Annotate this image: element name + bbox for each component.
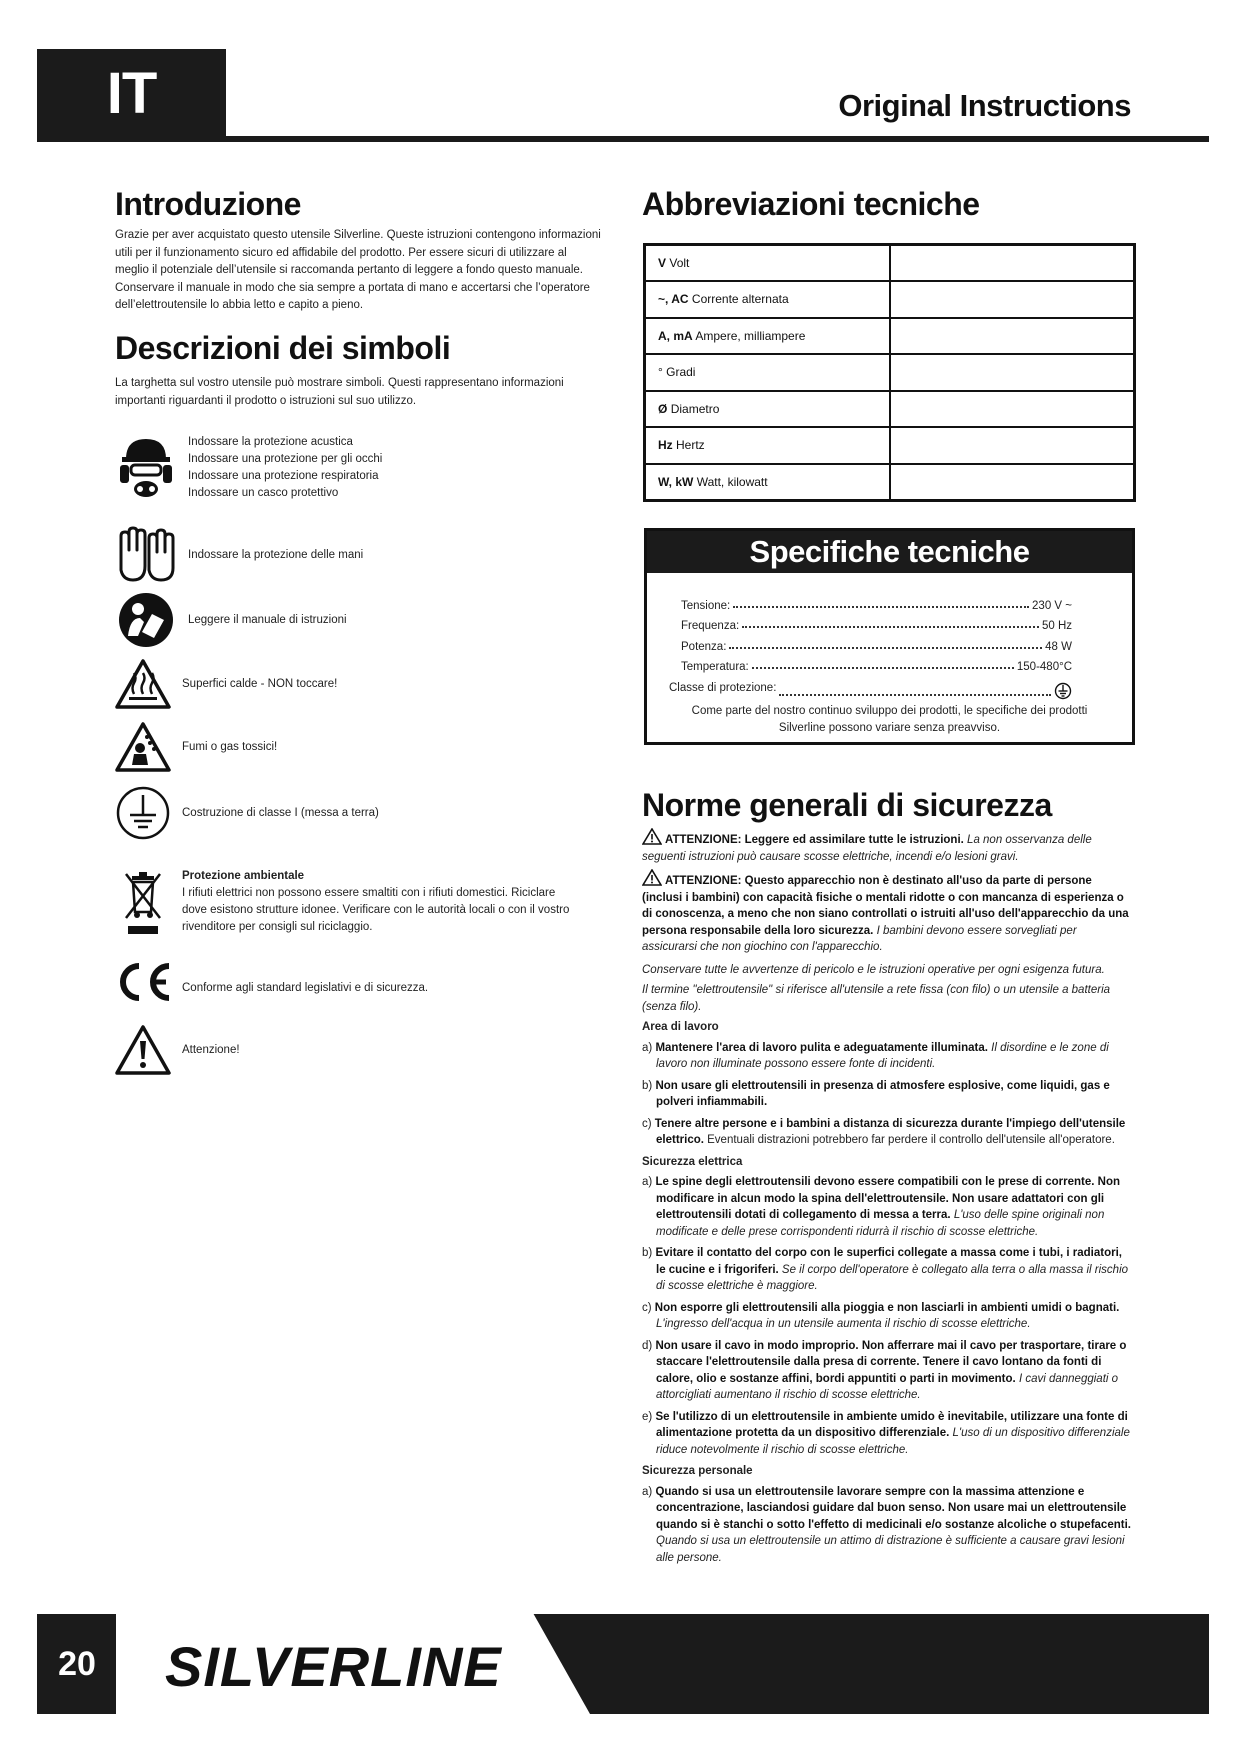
footer-divider [116, 1614, 120, 1714]
warning-icon [642, 869, 662, 886]
safety-section-title: Sicurezza elettrica [642, 1155, 743, 1168]
specs-note: Come parte del nostro continuo sviluppo dei prodotti, le specifiche dei prodotti Silverline possono variare senza preavviso. [691, 705, 1088, 734]
spec-row-power: Potenza: 48 W [681, 641, 1072, 653]
warning-2: ATTENZIONE: Questo apparecchio non è destinato all'uso da parte di persone (inclusi i bambini) con capacità fisiche o mentali ridotte o con mancanza di esperienza o di conoscenza, a meno che non siano controllati o istruiti all'uso dell'apparecchio da una persona responsabile della loro sicurezza. I bambini devono essere sorvegliati per assicurarsi che non giochino con l'apparecchio. [642, 869, 1132, 956]
specs-box [644, 528, 1135, 745]
earth-icon [1054, 682, 1072, 700]
safety-item: b) Non usare gli elettroutensili in presenza di atmosfere esplosive, come liquidi, gas e polveri infiammabili. [642, 1079, 1110, 1108]
abbreviations-heading: Abbreviazioni tecniche [642, 186, 980, 222]
symbol-row-ppe [112, 433, 382, 503]
symbols-text: La targhetta sul vostro utensile può mostrare simboli. Questi rappresentano informazioni importanti riguardanti il prodotto o istruzioni sul suo utilizzo. [115, 377, 564, 407]
intro-text: Grazie per aver acquistato questo utensile Silverline. Queste istruzioni contengono informazioni utili per il funzionamento sicuro ed affidabile del prodotto. Per essere sicuri di utilizzare al meglio il potenziale dell’utensile si raccomanda pertanto di leggere a fondo questo manuale. Conservare il manuale in modo che sia sempre a portata di mano e accertarsi che l’operatore dell’elettroutensile lo abbia letto e capito a pieno. [115, 229, 601, 311]
spec-row-voltage: Tensione: 230 V ~ [681, 600, 1072, 612]
safety-item: b) Evitare il contatto del corpo con le superfici collegate a massa come i tubi, i radiatori, le cucine e i frigoriferi. Se il corpo dell'operatore è collegato alla terra o alla massa il rischio di scosse elettriche è maggiore. [642, 1247, 1129, 1292]
symbol-row-gloves [112, 526, 363, 584]
intro-heading: Introduzione [115, 186, 301, 222]
safety-section-title: Area di lavoro [642, 1021, 719, 1033]
gloves-icon [112, 526, 180, 584]
warning-icon [112, 1024, 174, 1076]
symbol-gloves-text: Indossare la protezione delle mani [188, 548, 364, 561]
safety-section-title: Sicurezza personale [642, 1465, 753, 1477]
earth-icon [112, 785, 174, 841]
safety-heading: Norme generali di sicurezza [642, 787, 1052, 823]
abbr-row: ° Gradi [645, 354, 1135, 391]
symbol-weee-title: Protezione ambientale [182, 870, 305, 882]
symbol-weee-text: I rifiuti elettrici non possono essere smaltiti con i rifiuti domestici. Riciclare dove esistono strutture idonee. Verificare con le autorità locali o con il vostro rivenditore per consigli sul riciclaggio. [182, 887, 570, 933]
warning-icon [642, 828, 662, 845]
symbol-warning-text: Attenzione! [182, 1043, 240, 1056]
abbr-row: V Volt [645, 245, 1135, 282]
term-definition-text: Il termine "elettroutensile" si riferisce all'utensile a rete fissa (con filo) o un utensile a batteria (senza filo). [642, 984, 1111, 1013]
header-title: Original Instructions [838, 88, 1131, 123]
toxic-fumes-icon [112, 721, 174, 773]
ce-mark-icon [112, 962, 174, 1002]
spec-row-temperature: Temperatura: 150-480°C [681, 661, 1072, 673]
spec-row-protection-class: Classe di protezione: [669, 682, 1072, 700]
header-rule [37, 136, 1209, 142]
abbr-row: Ø Diametro [645, 391, 1135, 428]
page-number: 20 [58, 1645, 96, 1683]
symbol-row-earth [112, 785, 379, 841]
symbol-hot-surface-text: Superfici calde - NON toccare! [182, 677, 338, 690]
symbol-ppe-line-2: Indossare una protezione per gli occhi [188, 453, 383, 465]
warning-1: ATTENZIONE: Leggere ed assimilare tutte le istruzioni. La non osservanza delle seguenti istruzioni può causare scosse elettriche, incendi e/o lesioni gravi. [642, 828, 1132, 865]
abbr-row: A, mA Ampere, milliampere [645, 318, 1135, 355]
safety-item: a) Mantenere l'area di lavoro pulita e adeguatamente illuminata. Il disordine e le zone di lavoro non illuminate possono essere fonte di incidenti. [642, 1041, 1109, 1070]
symbol-row-warning [112, 1024, 240, 1076]
language-code: IT [106, 61, 157, 126]
safety-body [642, 828, 1132, 1571]
symbol-ppe-line-1: Indossare la protezione acustica [188, 436, 353, 448]
symbol-ce-text: Conforme agli standard legislativi e di sicurezza. [182, 981, 429, 994]
symbol-manual-text: Leggere il manuale di istruzioni [188, 613, 347, 626]
hot-surface-icon [112, 658, 174, 710]
safety-item: d) Non usare il cavo in modo improprio. Non afferrare mai il cavo per trasportare, tirare o staccare l'elettroutensile dalla presa di corrente. Tenere il cavo lontano da fonti di calore, olio e sostanze affini, bordi appuntiti o parti in movimento. I cavi danneggiati o attorcigliati aumentano il rischio di scosse elettriche. [642, 1339, 1127, 1401]
symbol-row-manual [112, 592, 347, 648]
keep-instructions-text: Conservare tutte le avvertenze di pericolo e le istruzioni operative per ogni esigenza futura. [642, 963, 1105, 976]
abbr-row: Hz Hertz [645, 427, 1135, 464]
safety-item: c) Tenere altre persone e i bambini a distanza di sicurezza durante l'impiego dell'utensile elettrico. Eventuali distrazioni potrebbero far perdere il controllo dell'utensile all'operatore. [642, 1117, 1126, 1146]
specs-heading: Specifiche tecniche [647, 531, 1132, 573]
spec-row-frequency: Frequenza: 50 Hz [681, 620, 1072, 632]
abbr-row: ~, AC Corrente alternata [645, 281, 1135, 318]
symbol-earth-text: Costruzione di classe I (messa a terra) [182, 806, 379, 819]
ppe-icon [112, 433, 180, 503]
brand-logo: SILVERLINE [165, 1635, 502, 1698]
safety-item: c) Non esporre gli elettroutensili alla pioggia e non lasciarli in ambienti umidi o bagnati. L'ingresso dell'acqua in un utensile aumenta il rischio di scosse elettriche. [642, 1301, 1120, 1330]
read-manual-icon [112, 592, 180, 648]
symbol-row-toxic [112, 721, 277, 773]
symbols-heading: Descrizioni dei simboli [115, 330, 451, 366]
symbol-ppe-line-4: Indossare un casco protettivo [188, 487, 339, 499]
symbol-ppe-line-3: Indossare una protezione respiratoria [188, 470, 379, 482]
symbol-row-ce [112, 962, 428, 1002]
safety-item: a) Quando si usa un elettroutensile lavorare sempre con la massima attenzione e concentrazione, lasciandosi guidare dal buon senso. Non usare mai un elettroutensile quando si è stanchi o sotto l'effetto di medicinali e/o sostanze alcoliche o stupefacenti. Quando si usa un elettroutensile un attimo di distrazione è sufficiente a causare gravi lesioni alle persone. [642, 1485, 1131, 1564]
abbreviations-table [643, 243, 1136, 502]
weee-bin-icon [112, 868, 174, 936]
symbol-row-hot-surface [112, 658, 337, 710]
safety-item: e) Se l'utilizzo di un elettroutensile in ambiente umido è inevitabile, utilizzare una fonte di alimentazione protetta da un dispositivo differenziale. L'uso di un dispositivo differenziale riduce notevolmente il rischio di scosse elettriche. [642, 1410, 1130, 1456]
symbol-toxic-text: Fumi o gas tossici! [182, 740, 278, 753]
safety-sections [642, 1019, 1132, 1566]
symbol-row-weee [112, 868, 582, 936]
safety-item: a) Le spine degli elettroutensili devono essere compatibili con le prese di corrente. Non modificare in alcun modo la spina dell'elettroutensile. Non usare adattatori con gli elettroutensili dotati di collegamento di messa a terra. L'uso delle spine originali non modificate e delle prese corrispondenti ridurrà il rischio di scosse elettriche. [642, 1176, 1121, 1238]
abbr-row: W, kW Watt, kilowatt [645, 464, 1135, 501]
